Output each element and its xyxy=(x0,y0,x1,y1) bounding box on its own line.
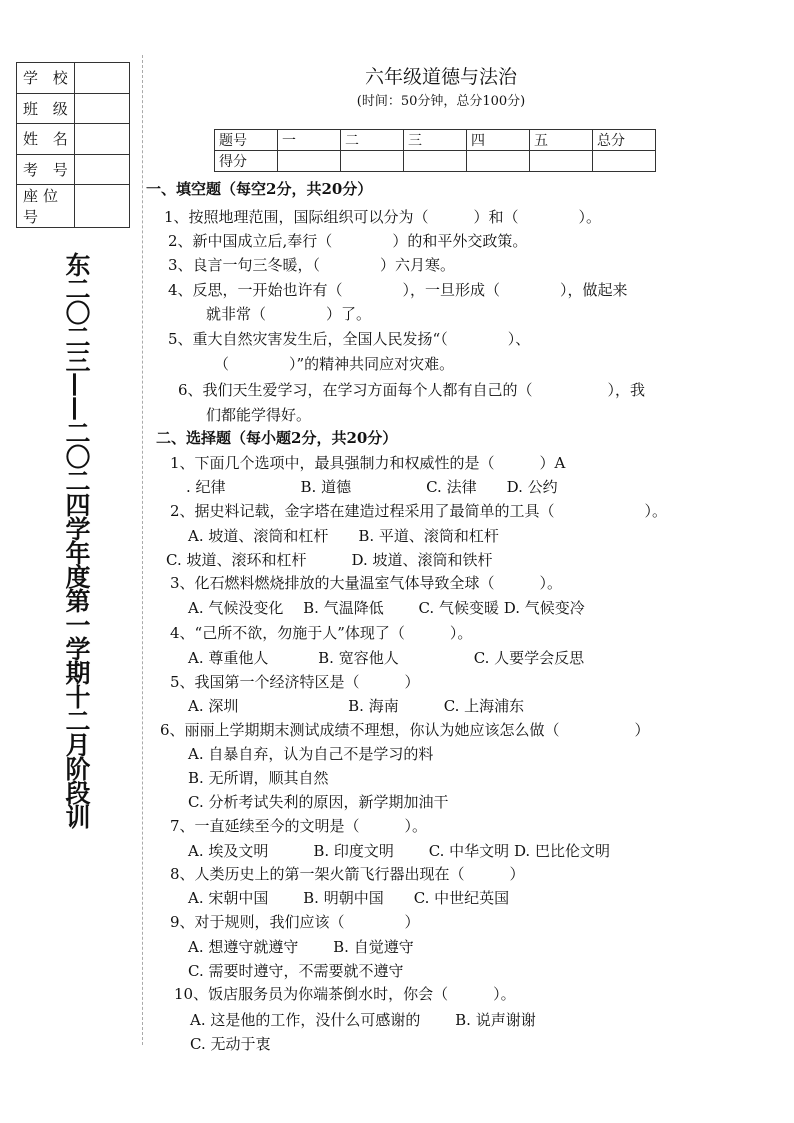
question-line: 4、“己所不欲，勿施于人”体现了（ ）。 xyxy=(170,624,473,642)
page-title: 六年级道德与法治 xyxy=(364,66,517,88)
score-cell[interactable] xyxy=(278,151,341,172)
score-cell[interactable] xyxy=(341,151,404,172)
question-line: （ ）”的精神共同应对灾难。 xyxy=(214,355,455,373)
question-line: 3、化石燃料燃烧排放的大量温室气体导致全球（ ）。 xyxy=(170,574,563,592)
score-value-row xyxy=(215,151,656,172)
option-line: C. 需要时遵守，不需要就不遵守 xyxy=(188,962,404,980)
score-cell[interactable] xyxy=(404,151,467,172)
option-line: A. 气候没变化 B. 气温降低 C. 气候变暖 D. 气候变冷 xyxy=(188,599,585,617)
vertical-exam-title: 东二〇二三——二〇二四学年度第一学期十二月阶段训 xyxy=(62,252,91,828)
option-line: C. 坡道、滚环和杠杆 D. 坡道、滚筒和铁杆 xyxy=(166,551,493,569)
question-line: 5、我国第一个经济特区是（ ） xyxy=(170,673,420,691)
option-line: A. 自暴自弃，认为自己不是学习的料 xyxy=(188,745,434,763)
info-label: 姓 名 xyxy=(17,124,75,155)
question-line: 7、一直延续至今的文明是（ ）。 xyxy=(170,817,428,835)
info-label: 考 号 xyxy=(17,154,75,185)
score-header-cell: 五 xyxy=(530,130,593,151)
question-line: 5、重大自然灾害发生后，全国人民发扬“（ ）、 xyxy=(168,330,531,348)
score-header-cell: 一 xyxy=(278,130,341,151)
info-row-exam-number xyxy=(17,154,130,185)
option-line: C. 分析考试失利的原因，新学期加油干 xyxy=(188,793,449,811)
option-line: C. 无动于衷 xyxy=(190,1035,271,1053)
question-line: 10、饭店服务员为你端茶倒水时，你会（ ）。 xyxy=(174,985,516,1003)
question-line: 2、据史料记载，金字塔在建造过程采用了最简单的工具（ ）。 xyxy=(170,502,668,520)
question-line: 9、对于规则，我们应该（ ） xyxy=(170,913,420,931)
option-line: . 纪律 B. 道德 C. 法律 D. 公约 xyxy=(186,478,558,496)
score-header-cell: 二 xyxy=(341,130,404,151)
binding-line xyxy=(142,55,143,1045)
score-header-cell: 四 xyxy=(467,130,530,151)
score-cell[interactable] xyxy=(467,151,530,172)
section-heading-multiple-choice: 二、选择题（每小题2分，共20分） xyxy=(156,429,398,447)
option-line: B. 无所谓，顺其自然 xyxy=(188,769,329,787)
question-line: 3、良言一句三冬暖，（ ）六月寒。 xyxy=(168,256,456,274)
question-line: 就非常（ ）了。 xyxy=(206,305,372,323)
info-label: 学 校 xyxy=(17,63,75,94)
option-line: A. 尊重他人 B. 宽容他人 C. 人要学会反思 xyxy=(188,649,585,667)
question-line: 6、我们天生爱学习，在学习方面每个人都有自己的（ ），我 xyxy=(178,381,646,399)
question-line: 2、新中国成立后,奉行（ ）的和平外交政策。 xyxy=(168,232,528,250)
exam-number-field[interactable] xyxy=(74,154,129,185)
seat-field[interactable] xyxy=(74,185,129,228)
question-line: 们都能学得好。 xyxy=(206,406,312,424)
info-row-name xyxy=(17,124,130,155)
score-header-row xyxy=(215,130,656,151)
score-table xyxy=(214,129,656,172)
question-line: 1、按照地理范围，国际组织可以分为（ ）和（ ）。 xyxy=(164,208,602,226)
option-line: A. 宋朝中国 B. 明朝中国 C. 中世纪英国 xyxy=(188,889,510,907)
score-header-cell: 题号 xyxy=(215,130,278,151)
score-cell[interactable] xyxy=(530,151,593,172)
page-subtitle: (时间：50分钟，总分100分) xyxy=(356,94,526,109)
name-field[interactable] xyxy=(74,124,129,155)
question-line: 6、丽丽上学期期末测试成绩不理想，你认为她应该怎么做（ ） xyxy=(160,721,650,739)
score-cell[interactable] xyxy=(593,151,656,172)
score-header-cell: 三 xyxy=(404,130,467,151)
info-row-seat xyxy=(17,185,130,228)
question-line: 4、反思，一开始也许有（ ），一旦形成（ ），做起来 xyxy=(168,281,628,299)
question-line: 8、人类历史上的第一架火箭飞行器出现在（ ） xyxy=(170,865,525,883)
option-line: A. 想遵守就遵守 B. 自觉遵守 xyxy=(188,938,414,956)
option-line: A. 深圳 B. 海南 C. 上海浦东 xyxy=(188,697,525,715)
info-label: 座位号 xyxy=(17,185,75,228)
question-line: 1、下面几个选项中，最具强制力和权威性的是（ ）A xyxy=(170,454,566,472)
score-row-label: 得分 xyxy=(215,151,278,172)
option-line: A. 这是他的工作，没什么可感谢的 B. 说声谢谢 xyxy=(190,1011,536,1029)
info-label: 班 级 xyxy=(17,93,75,124)
score-header-cell: 总分 xyxy=(593,130,656,151)
option-line: A. 埃及文明 B. 印度文明 C. 中华文明 D. 巴比伦文明 xyxy=(188,842,610,860)
section-heading-fill-blank: 一、填空题（每空2分，共20分） xyxy=(146,180,373,198)
option-line: A. 坡道、滚筒和杠杆 B. 平道、滚筒和杠杆 xyxy=(188,527,499,545)
